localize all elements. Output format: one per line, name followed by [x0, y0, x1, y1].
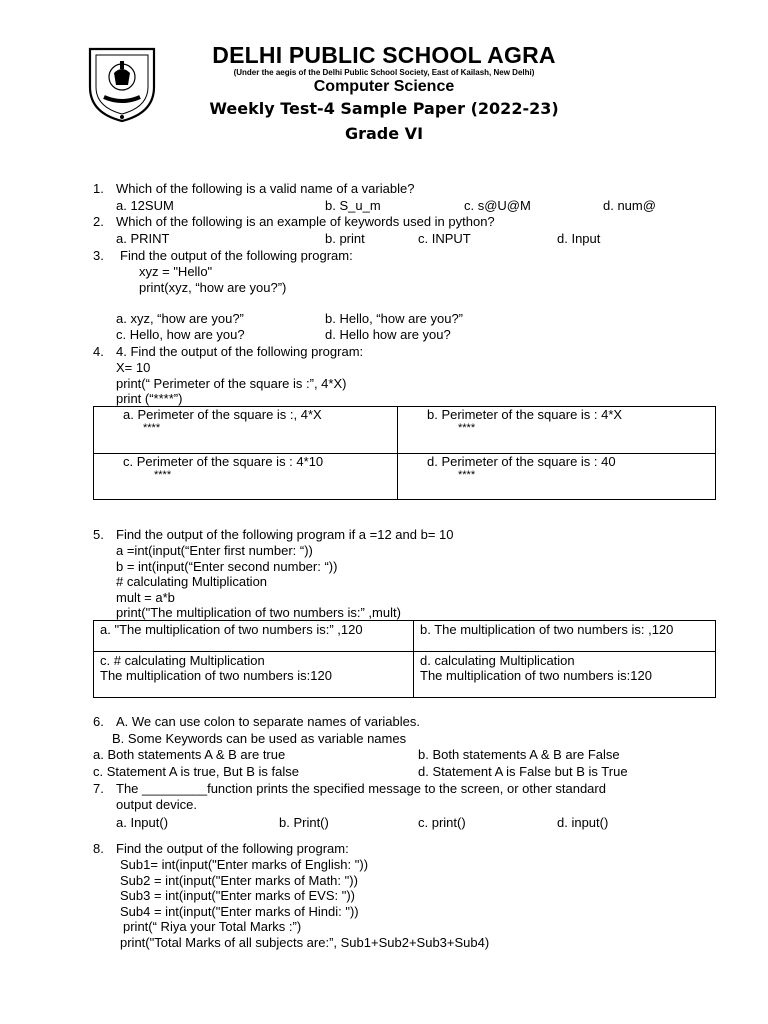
q2-option-c: c. INPUT	[418, 231, 471, 246]
grade-title: Grade VI	[344, 124, 424, 143]
school-name: DELHI PUBLIC SCHOOL AGRA	[212, 42, 556, 68]
q1-option-d: d. num@	[603, 198, 656, 213]
q2-text: Which of the following is an example of keywords used in python?	[116, 214, 495, 229]
q2-number: 2.	[93, 214, 104, 229]
q5-option-d: d. calculating Multiplication The multiplication of two numbers is:120	[414, 652, 716, 698]
q6-statement-a: A. We can use colon to separate names of variables.	[116, 714, 420, 729]
q1-option-b: b. S_u_m	[325, 198, 381, 213]
q8-code-line: Sub4 = int(input("Enter marks of Hindi: "))	[120, 904, 359, 919]
q4-option-c: c. Perimeter of the square is : 4*10 ****	[94, 454, 398, 500]
q5-text: Find the output of the following program if a =12 and b= 10	[116, 527, 454, 542]
q6-option-a: a. Both statements A & B are true	[93, 747, 286, 762]
q5-code-line: # calculating Multiplication	[116, 574, 268, 589]
q4-code-line: print (“****”)	[116, 391, 183, 406]
q3-option-c: c. Hello, how are you?	[116, 327, 245, 342]
q2-option-b: b. print	[325, 231, 365, 246]
q3-option-a: a. xyz, “how are you?”	[116, 311, 244, 326]
q1-option-c: c. s@U@M	[464, 198, 531, 213]
q5-option-c: c. # calculating Multiplication The multiplication of two numbers is:120	[94, 652, 414, 698]
q4-code-line: print(“ Perimeter of the square is :”, 4*X)	[116, 376, 347, 391]
q6-option-d: d. Statement A is False but B is True	[418, 764, 628, 779]
q4-text: 4. Find the output of the following program:	[116, 344, 364, 359]
q1-text: Which of the following is a valid name of a variable?	[116, 181, 415, 196]
q5-code-line: a =int(input(“Enter first number: “))	[116, 543, 313, 558]
q4-option-b: b. Perimeter of the square is : 4*X ****	[398, 407, 716, 454]
q7-text-continued: output device.	[116, 797, 197, 812]
q3-option-d: d. Hello how are you?	[325, 327, 451, 342]
q8-code-line: Sub1= int(input("Enter marks of English: "))	[120, 857, 369, 872]
q6-statement-b: B. Some Keywords can be used as variable names	[112, 731, 407, 746]
q3-code-line: xyz = "Hello"	[139, 264, 213, 279]
q8-text: Find the output of the following program:	[116, 841, 349, 856]
q5-option-a: a. "The multiplication of two numbers is:” ,120	[94, 621, 414, 652]
q8-code-line: print("Total Marks of all subjects are:”, Sub1+Sub2+Sub3+Sub4)	[120, 935, 490, 950]
q4-option-d: d. Perimeter of the square is : 40 ****	[398, 454, 716, 500]
q5-code-line: b = int(input(“Enter second number: “))	[116, 559, 338, 574]
q6-number: 6.	[93, 714, 104, 729]
q3-code-line: print(xyz, “how are you?”)	[139, 280, 287, 295]
q7-text: The _________function prints the specified message to the screen, or other standard	[116, 781, 606, 796]
q5-options-table	[93, 620, 716, 698]
q8-code-line: Sub2 = int(input("Enter marks of Math: "))	[120, 873, 358, 888]
q6-option-c: c. Statement A is true, But B is false	[93, 764, 299, 779]
q8-code-line: print(“ Riya your Total Marks :”)	[123, 919, 302, 934]
q3-option-b: b. Hello, “how are you?”	[325, 311, 464, 326]
q3-text: Find the output of the following program:	[120, 248, 353, 263]
q4-code-line: X= 10	[116, 360, 151, 375]
q7-number: 7.	[93, 781, 104, 796]
q8-number: 8.	[93, 841, 104, 856]
q1-number: 1.	[93, 181, 104, 196]
q7-option-a: a. Input()	[116, 815, 169, 830]
test-title: Weekly Test-4 Sample Paper (2022-23)	[209, 99, 559, 118]
q1-option-a: a. 12SUM	[116, 198, 174, 213]
q5-option-b: b. The multiplication of two numbers is: ,120	[414, 621, 716, 652]
q7-option-d: d. input()	[557, 815, 609, 830]
aegis-line: (Under the aegis of the Delhi Public School Society, East of Kailash, New Delhi)	[233, 68, 535, 77]
q7-option-c: c. print()	[418, 815, 466, 830]
q4-number: 4.	[93, 344, 104, 359]
q5-number: 5.	[93, 527, 104, 542]
q8-code-line: Sub3 = int(input("Enter marks of EVS: "))	[120, 888, 356, 903]
q2-option-d: d. Input	[557, 231, 601, 246]
subject-title: Computer Science	[313, 78, 455, 95]
q4-options-table	[93, 406, 716, 500]
q2-option-a: a. PRINT	[116, 231, 170, 246]
q5-code-line: print("The multiplication of two numbers is:” ,mult)	[116, 605, 401, 620]
q3-number: 3.	[93, 248, 104, 263]
school-logo	[84, 43, 160, 123]
q4-option-a: a. Perimeter of the square is :, 4*X ****	[94, 407, 398, 454]
q7-option-b: b. Print()	[279, 815, 329, 830]
q5-code-line: mult = a*b	[116, 590, 175, 605]
q6-option-b: b. Both statements A & B are False	[418, 747, 620, 762]
